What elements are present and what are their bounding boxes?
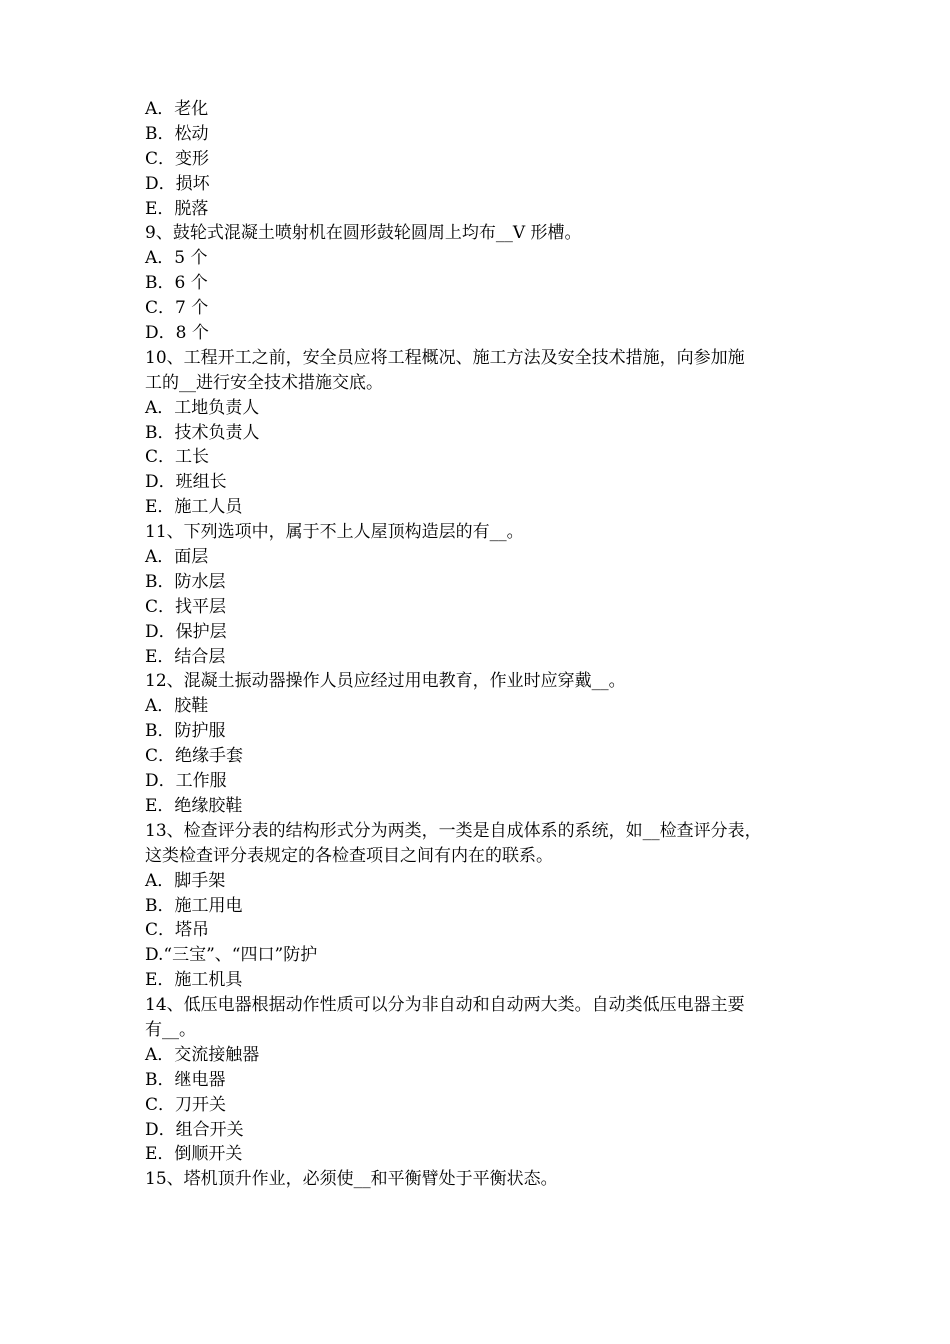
option-line: C．绝缘手套 xyxy=(145,746,244,767)
option-line: C．塔吊 xyxy=(145,920,210,941)
option-line: A．面层 xyxy=(145,547,209,568)
document-page xyxy=(145,97,825,1192)
option-line: B．施工用电 xyxy=(145,895,243,916)
question-line: 工的__进行安全技术措施交底。 xyxy=(145,372,383,393)
option-line: B．技术负责人 xyxy=(145,422,260,443)
option-line: D．8 个 xyxy=(145,323,209,344)
question-line: 有__。 xyxy=(145,1019,196,1040)
option-line: E．绝缘胶鞋 xyxy=(145,795,243,816)
option-line: B．6 个 xyxy=(145,273,208,294)
option-line: E．施工人员 xyxy=(145,497,243,518)
option-line: D．损坏 xyxy=(145,173,210,194)
option-line: A．工地负责人 xyxy=(145,397,260,418)
option-line: A．5 个 xyxy=(145,248,208,269)
question-line: 10、工程开工之前，安全员应将工程概况、施工方法及安全技术措施，向参加施 xyxy=(145,347,745,368)
option-line: D．组合开关 xyxy=(145,1119,244,1140)
option-line: B．防水层 xyxy=(145,571,226,592)
question-line: 15、塔机顶升作业，必须使__和平衡臂处于平衡状态。 xyxy=(145,1169,558,1190)
option-line: D．班组长 xyxy=(145,472,227,493)
question-line: 14、低压电器根据动作性质可以分为非自动和自动两大类。自动类低压电器主要 xyxy=(145,995,745,1016)
option-line: B．松动 xyxy=(145,123,209,144)
option-line: E．脱落 xyxy=(145,198,209,219)
option-line: E．结合层 xyxy=(145,646,226,667)
option-line: D.“三宝”、“四口”防护 xyxy=(145,945,318,966)
question-line: 13、检查评分表的结构形式分为两类，一类是自成体系的系统，如__检查评分表， xyxy=(145,820,762,841)
option-line: E．倒顺开关 xyxy=(145,1144,243,1165)
option-line: E．施工机具 xyxy=(145,970,243,991)
question-line: 这类检查评分表规定的各检查项目之间有内在的联系。 xyxy=(145,845,553,866)
option-line: A．交流接触器 xyxy=(145,1044,260,1065)
option-line: A．老化 xyxy=(145,99,209,119)
option-line: C．变形 xyxy=(145,148,210,169)
option-line: A．脚手架 xyxy=(145,870,226,891)
option-line: C．7 个 xyxy=(145,298,209,319)
option-line: D．保护层 xyxy=(145,621,227,642)
option-line: A．胶鞋 xyxy=(145,696,209,717)
option-line: C．工长 xyxy=(145,447,210,468)
option-line: C．刀开关 xyxy=(145,1094,227,1115)
option-line: C．找平层 xyxy=(145,596,227,617)
question-line: 9、鼓轮式混凝土喷射机在圆形鼓轮圆周上均布__V 形槽。 xyxy=(145,223,582,244)
option-line: B．防护服 xyxy=(145,721,226,742)
question-line: 11、下列选项中，属于不上人屋顶构造层的有__。 xyxy=(145,522,524,543)
question-line: 12、混凝土振动器操作人员应经过用电教育，作业时应穿戴__。 xyxy=(145,671,626,692)
option-line: D．工作服 xyxy=(145,771,227,792)
option-line: B．继电器 xyxy=(145,1069,226,1090)
